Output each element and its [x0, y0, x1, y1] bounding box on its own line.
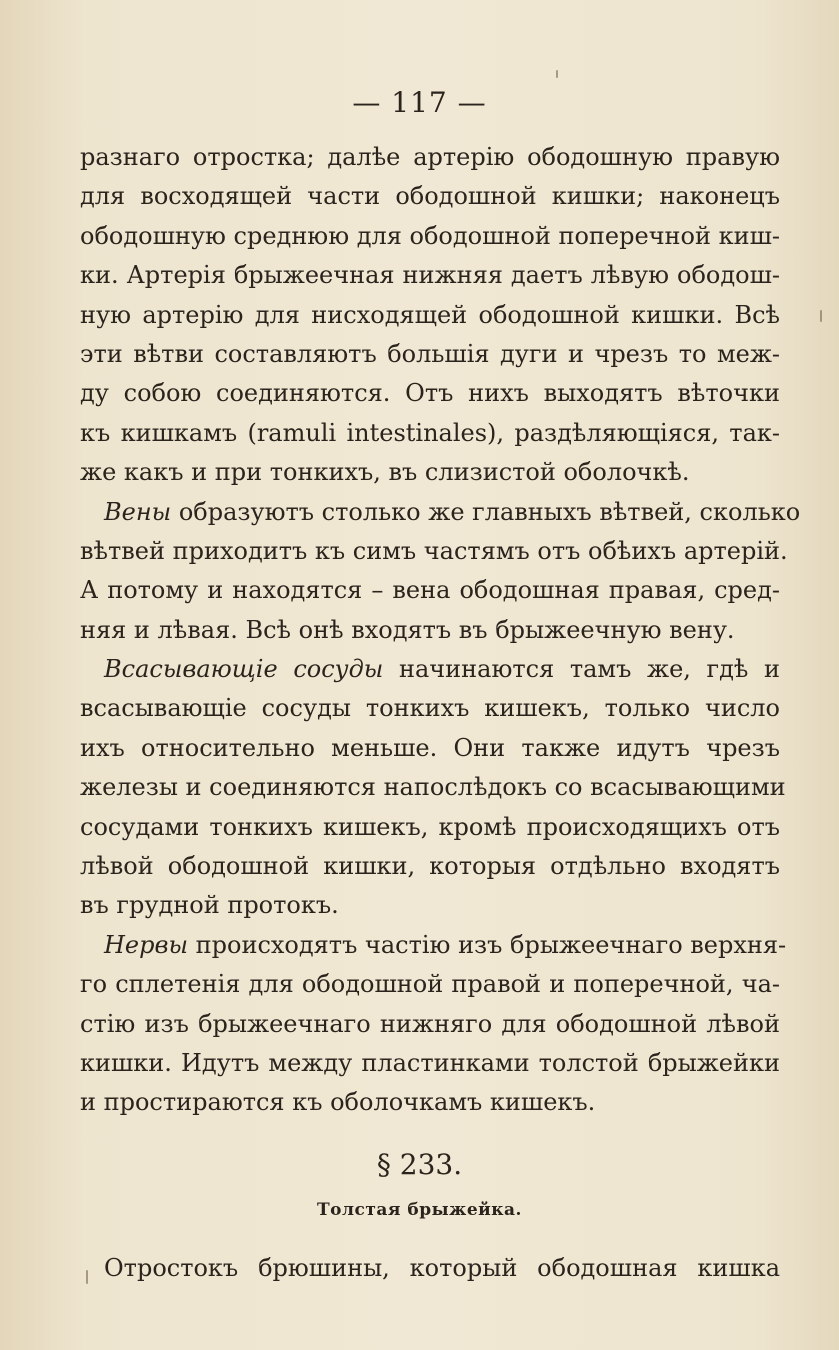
text-line: кишки. Идутъ между пластинками толстой брыжейки: [80, 1048, 780, 1077]
text-line: ободошную среднюю для ободошной поперечной киш-: [80, 221, 781, 250]
text-line: [80, 493, 801, 532]
text-line: всасывающіе сосуды тонкихъ кишекъ, только число: [80, 694, 780, 723]
text-line: эти вѣтви составляютъ большія дуги и чрезъ то меж-: [80, 339, 780, 368]
text-line: стію изъ брыжеечнаго нижняго для ободошной лѣвой: [80, 1009, 780, 1038]
text-line: и простираются къ оболочкамъ кишекъ.: [80, 1088, 596, 1117]
text-line: Отростокъ брюшины, который ободошная кишка: [104, 1254, 780, 1282]
text-line: ную артерію для нисходящей ободошной кишки. Всѣ: [80, 300, 780, 329]
text-line: разнаго отростка; далѣе артерію ободошную правую: [80, 143, 780, 171]
paragraph-lead-veins: Вены: [104, 497, 172, 526]
text-line: въ грудной протокъ.: [80, 891, 339, 920]
scan-speck: [556, 70, 558, 78]
text-line: [80, 650, 780, 689]
text-line: къ кишкамъ (ramuli intestinales), раздѣляющіяся, так-: [80, 418, 780, 447]
text-run: начинаются тамъ же, гдѣ и: [383, 655, 781, 684]
section-title: Толстая брыжейка.: [317, 1200, 522, 1220]
text-line: же какъ и при тонкихъ, въ слизистой оболочкѣ.: [80, 458, 690, 487]
text-line: вѣтвей приходитъ къ симъ частямъ отъ обѣихъ артерій.: [80, 536, 788, 565]
page-number: — 117 —: [352, 86, 487, 119]
paragraph-lead-lymph-vessels: Всасывающіе сосуды: [104, 655, 384, 684]
text-line: ки. Артерія брыжеечная нижняя даетъ лѣвую ободош-: [80, 261, 780, 290]
paragraph-lead-nerves: Нервы: [104, 930, 189, 959]
text-line: [80, 926, 787, 965]
text-run: образуютъ столько же главныхъ вѣтвей, сколько: [171, 497, 801, 526]
text-line: ду собою соединяются. Отъ нихъ выходятъ вѣточки: [80, 379, 780, 408]
text-line: няя и лѣвая. Всѣ онѣ входятъ въ брыжеечную вену.: [80, 615, 735, 644]
text-line: для восходящей части ободошной кишки; наконецъ: [80, 182, 780, 211]
text-line: железы и соединяются напослѣдокъ со всасывающими: [80, 773, 786, 802]
text-line: лѣвой ободошной кишки, которыя отдѣльно входятъ: [80, 852, 780, 881]
scan-speck: [820, 310, 822, 322]
text-line: А потому и находятся – вена ободошная правая, сред-: [80, 576, 780, 605]
text-line: ихъ относительно меньше. Они также идутъ чрезъ: [80, 733, 780, 762]
text-line: сосудами тонкихъ кишекъ, кромѣ происходящихъ отъ: [80, 812, 780, 841]
text-line: го сплетенія для ободошной правой и поперечной, ча-: [80, 970, 780, 999]
text-run: происходятъ частію изъ брыжеечнаго верхня-: [188, 930, 787, 959]
section-number: § 233.: [376, 1148, 463, 1181]
body-text: [80, 138, 801, 1123]
scan-speck: [86, 1270, 88, 1284]
